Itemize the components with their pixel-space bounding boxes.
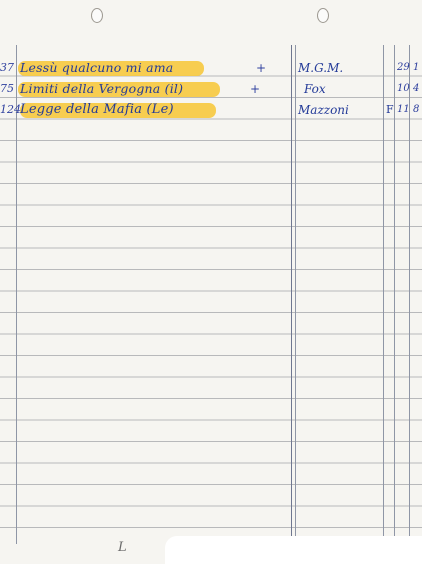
entry-quantity-2: 4 xyxy=(413,83,420,94)
column-divider-title xyxy=(291,45,292,545)
column-divider-code xyxy=(394,45,395,545)
entry-author: Mazzoni xyxy=(298,103,349,117)
column-divider-author xyxy=(383,45,384,545)
entry-author: M.G.M. xyxy=(298,61,344,75)
entry-number: 37 xyxy=(0,61,14,74)
margin-line xyxy=(16,45,17,545)
entry-title: Limiti della Vergogna (il) xyxy=(20,81,184,96)
top-margin xyxy=(0,0,422,52)
entry-quantity-2: 1 xyxy=(413,62,420,73)
ledger-row xyxy=(0,58,422,78)
ledger-row xyxy=(0,79,422,99)
entry-mark: + xyxy=(250,82,261,96)
entry-code: F xyxy=(386,103,394,116)
entry-title: Legge della Mafia (Le) xyxy=(20,102,174,117)
bottom-margin xyxy=(0,544,170,564)
entry-quantity-2: 8 xyxy=(413,104,420,115)
entry-mark: + xyxy=(256,61,267,75)
entry-quantity: 11 xyxy=(397,104,410,115)
entry-number: 75 xyxy=(0,82,14,95)
entry-author: Fox xyxy=(304,82,326,96)
torn-corner xyxy=(165,536,422,564)
ledger-row xyxy=(0,100,422,120)
column-divider-title-2 xyxy=(295,45,296,545)
column-divider-qty xyxy=(409,45,410,545)
entry-number: 124 xyxy=(0,103,21,116)
entry-title: Lessù qualcuno mi ama xyxy=(20,60,174,75)
entry-quantity: 10 xyxy=(397,83,410,94)
entry-quantity: 29 xyxy=(397,62,410,73)
footer-mark: L xyxy=(118,540,127,555)
punch-hole-right xyxy=(317,8,329,23)
punch-hole-left xyxy=(91,8,103,23)
